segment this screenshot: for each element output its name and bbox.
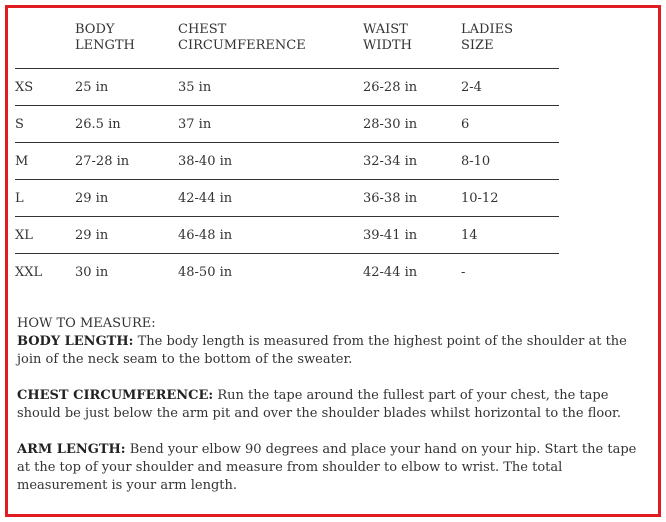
size-chart-table — [15, 22, 559, 290]
cell-ladies: 6 — [461, 106, 559, 143]
cell-body-length: 29 in — [75, 180, 178, 217]
cell-size: XS — [15, 69, 75, 106]
cell-body-length: 26.5 in — [75, 106, 178, 143]
table-row — [15, 217, 559, 254]
cell-body-length: 30 in — [75, 264, 109, 280]
header-chest-line2: CIRCUMFERENCE — [178, 38, 306, 53]
table-row — [15, 254, 559, 291]
cell-waist: 39-41 in — [363, 217, 461, 254]
cell-size: L — [15, 180, 75, 217]
header-chest — [178, 22, 363, 69]
cell-waist: 32-34 in — [363, 143, 461, 180]
cell-waist: 28-30 in — [363, 106, 461, 143]
size-chart-frame — [5, 5, 661, 517]
cell-size: XL — [15, 217, 75, 254]
header-body-length-line1: BODY — [75, 22, 115, 37]
header-waist — [363, 22, 461, 69]
chest-instructions — [17, 387, 651, 423]
cell-ladies: 2-4 — [461, 69, 559, 106]
cell-ladies: - — [461, 264, 466, 280]
how-to-measure-heading: HOW TO MEASURE: — [17, 316, 156, 331]
cell-size: S — [15, 106, 75, 143]
cell-body-length: 27-28 in — [75, 143, 178, 180]
cell-body-length: 25 in — [75, 69, 178, 106]
header-ladies-line2: SIZE — [461, 38, 494, 53]
table-row — [15, 143, 559, 180]
how-to-measure-section — [17, 315, 651, 513]
header-waist-line1: WAIST — [363, 22, 408, 37]
body-length-text: The body length is measured from the highest point of the shoulder at the join of the neck seam to the bottom of the sweater. — [17, 334, 627, 367]
cell-size: M — [15, 143, 75, 180]
cell-waist: 26-28 in — [363, 69, 461, 106]
table-row — [15, 69, 559, 106]
cell-chest: 42-44 in — [178, 180, 363, 217]
arm-length-instructions — [17, 441, 651, 495]
cell-body-length: 29 in — [75, 217, 178, 254]
cell-ladies: 8-10 — [461, 143, 559, 180]
header-size — [15, 22, 75, 69]
header-body-length-line2: LENGTH — [75, 38, 135, 53]
arm-length-label: ARM LENGTH: — [17, 442, 126, 457]
arm-length-text: Bend your elbow 90 degrees and place your hand on your hip. Start the tape at the top of your shoulder and measure from shoulder to elbow to wrist. The total measurement is your arm length. — [17, 442, 637, 493]
chest-text: Run the tape around the fullest part of your chest, the tape should be just below the arm pit and over the shoulder blades whilst horizontal to the floor. — [17, 388, 621, 421]
cell-chest: 46-48 in — [178, 217, 363, 254]
cell-ladies: 14 — [461, 217, 559, 254]
cell-ladies: 10-12 — [461, 180, 559, 217]
table-row — [15, 180, 559, 217]
body-length-label: BODY LENGTH: — [17, 334, 134, 349]
cell-waist: 36-38 in — [363, 180, 461, 217]
header-ladies — [461, 22, 559, 69]
header-body-length — [75, 22, 178, 69]
cell-size: XXL — [15, 264, 43, 280]
cell-chest: 48-50 in — [178, 264, 233, 280]
header-waist-line2: WIDTH — [363, 38, 412, 53]
table-row — [15, 106, 559, 143]
cell-chest: 38-40 in — [178, 143, 363, 180]
body-length-instructions — [17, 333, 651, 369]
cell-waist: 42-44 in — [363, 264, 418, 280]
header-ladies-line1: LADIES — [461, 22, 513, 37]
chest-label: CHEST CIRCUMFERENCE: — [17, 388, 214, 403]
header-chest-line1: CHEST — [178, 22, 227, 37]
table-header-row — [15, 22, 559, 69]
cell-chest: 37 in — [178, 106, 363, 143]
cell-chest: 35 in — [178, 69, 363, 106]
